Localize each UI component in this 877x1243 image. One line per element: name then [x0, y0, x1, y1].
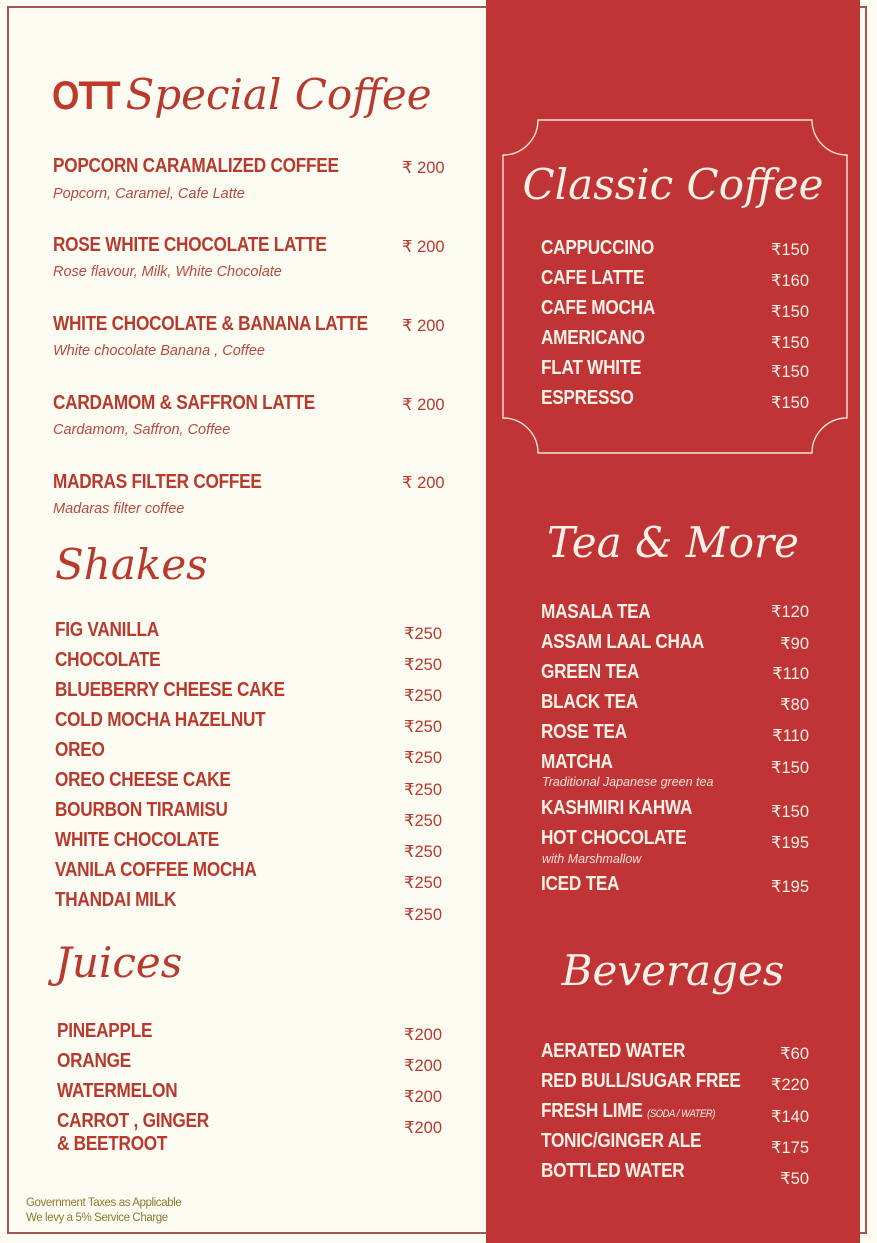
special-item-name: WHITE CHOCOLATE & BANANA LATTE [53, 313, 368, 335]
tea-item-name: MASALA TEA [541, 601, 651, 623]
juice-item-name: ORANGE [57, 1050, 131, 1072]
shake-item-name: BOURBON TIRAMISU [55, 799, 228, 821]
beverage-item-inline-sub: (SODA / WATER) [647, 1108, 716, 1120]
classic-item-price: ₹150 [770, 241, 809, 259]
tea-item-price: ₹80 [780, 696, 809, 714]
tea-item-price: ₹90 [780, 635, 809, 653]
beverages-title: Beverages [561, 946, 785, 995]
beverage-item-price: ₹140 [770, 1108, 809, 1126]
special-coffee-script-title: Special Coffee [125, 70, 432, 119]
shake-item-price: ₹250 [404, 718, 443, 736]
tea-item-price: ₹150 [770, 759, 809, 777]
special-item-price: ₹ 200 [402, 159, 445, 177]
juice-item-price: ₹200 [404, 1119, 443, 1137]
shake-item-name: FIG VANILLA [55, 619, 159, 641]
tea-item-name: GREEN TEA [541, 661, 640, 683]
tea-item-price: ₹110 [772, 665, 809, 683]
beverage-item-price: ₹50 [780, 1170, 809, 1188]
classic-item-price: ₹160 [770, 272, 809, 290]
shake-item-price: ₹250 [404, 781, 443, 799]
juice-item-price: ₹200 [404, 1026, 443, 1044]
juice-item-price: ₹200 [404, 1057, 443, 1075]
tea-item-name: HOT CHOCOLATE [541, 827, 687, 849]
shake-item-price: ₹250 [404, 656, 443, 674]
footnote-service-charge: We levy a 5% Service Charge [26, 1212, 168, 1224]
tea-item-name: KASHMIRI KAHWA [541, 797, 693, 819]
special-item-desc: White chocolate Banana , Coffee [53, 343, 265, 359]
classic-item-price: ₹150 [770, 394, 809, 412]
brand-ott: OTT [52, 74, 120, 118]
tea-item-name: ASSAM LAAL CHAA [541, 631, 705, 653]
special-item-name: POPCORN CARAMALIZED COFFEE [53, 155, 339, 177]
tea-item-price: ₹120 [770, 603, 809, 621]
classic-item-price: ₹150 [770, 334, 809, 352]
classic-item-name: FLAT WHITE [541, 357, 642, 379]
shake-item-price: ₹250 [404, 687, 443, 705]
shake-item-price: ₹250 [404, 906, 443, 924]
tea-more-title: Tea & More [547, 518, 799, 567]
juice-item-name: CARROT , GINGER [57, 1110, 209, 1132]
shake-item-price: ₹250 [404, 874, 443, 892]
beverage-item-name: TONIC/GINGER ALE [541, 1130, 702, 1152]
shake-item-name: THANDAI MILK [55, 889, 177, 911]
tea-item-name: ROSE TEA [541, 721, 627, 743]
tea-item-desc: with Marshmallow [542, 852, 642, 866]
shake-item-price: ₹250 [404, 843, 443, 861]
special-item-price: ₹ 200 [402, 396, 445, 414]
juices-title: Juices [55, 938, 183, 987]
special-coffee-title [52, 70, 432, 119]
juice-item-name: WATERMELON [57, 1080, 178, 1102]
tea-item-name: MATCHA [541, 751, 613, 773]
beverage-item-name-text: FRESH LIME [541, 1100, 643, 1122]
shake-item-name: CHOCOLATE [55, 649, 161, 671]
shake-item-name: BLUEBERRY CHEESE CAKE [55, 679, 285, 701]
beverage-item-price: ₹220 [770, 1076, 809, 1094]
classic-item-price: ₹150 [770, 363, 809, 381]
special-item-desc: Cardamom, Saffron, Coffee [53, 422, 231, 438]
beverage-item-price: ₹60 [780, 1045, 809, 1063]
special-item-desc: Madaras filter coffee [53, 501, 185, 517]
juice-item-name-line2: & BEETROOT [57, 1133, 168, 1155]
tea-item-desc: Traditional Japanese green tea [542, 775, 714, 789]
classic-item-price: ₹150 [770, 303, 809, 321]
beverage-item-name: BOTTLED WATER [541, 1160, 685, 1182]
special-item-desc: Popcorn, Caramel, Cafe Latte [53, 186, 245, 202]
shake-item-price: ₹250 [404, 625, 443, 643]
beverage-item-name: AERATED WATER [541, 1040, 686, 1062]
tea-item-price: ₹195 [770, 834, 809, 852]
shake-item-name: WHITE CHOCOLATE [55, 829, 219, 851]
beverage-item-name: RED BULL/SUGAR FREE [541, 1070, 741, 1092]
juice-item-price: ₹200 [404, 1088, 443, 1106]
special-item-price: ₹ 200 [402, 238, 445, 256]
shake-item-name: OREO [55, 739, 105, 761]
beverage-item-price: ₹175 [770, 1139, 809, 1157]
tea-item-price: ₹150 [770, 803, 809, 821]
special-item-name: ROSE WHITE CHOCOLATE LATTE [53, 234, 327, 256]
juice-item-name: PINEAPPLE [57, 1020, 153, 1042]
special-item-price: ₹ 200 [402, 317, 445, 335]
tea-item-price: ₹195 [770, 878, 809, 896]
special-item-name: MADRAS FILTER COFFEE [53, 471, 262, 493]
special-item-price: ₹ 200 [402, 474, 445, 492]
shake-item-price: ₹250 [404, 812, 443, 830]
shake-item-name: VANILA COFFEE MOCHA [55, 859, 257, 881]
classic-item-name: CAPPUCCINO [541, 237, 655, 259]
footnote-taxes: Government Taxes as Applicable [26, 1197, 182, 1209]
special-item-name: CARDAMOM & SAFFRON LATTE [53, 392, 315, 414]
special-item-desc: Rose flavour, Milk, White Chocolate [53, 264, 282, 280]
shakes-title: Shakes [55, 540, 208, 589]
classic-item-name: CAFE MOCHA [541, 297, 656, 319]
classic-item-name: CAFE LATTE [541, 267, 645, 289]
shake-item-price: ₹250 [404, 749, 443, 767]
shake-item-name: OREO CHEESE CAKE [55, 769, 231, 791]
tea-item-name: BLACK TEA [541, 691, 639, 713]
classic-item-name: AMERICANO [541, 327, 645, 349]
classic-coffee-title: Classic Coffee [522, 160, 824, 209]
tea-item-name: ICED TEA [541, 873, 620, 895]
tea-item-price: ₹110 [772, 727, 809, 745]
classic-item-name: ESPRESSO [541, 387, 634, 409]
shake-item-name: COLD MOCHA HAZELNUT [55, 709, 266, 731]
beverage-item-name [541, 1100, 715, 1123]
